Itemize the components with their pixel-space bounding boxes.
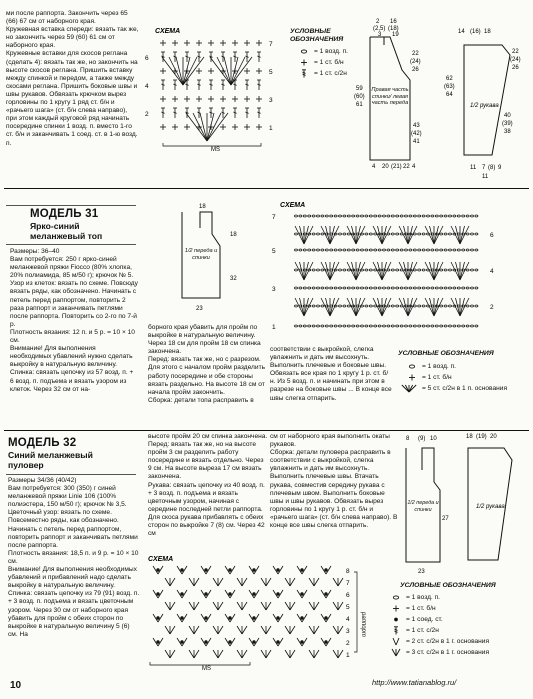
fan3-icon xyxy=(382,648,404,657)
legend-text: = 1 ст. с/2н xyxy=(406,626,439,634)
legend-row xyxy=(398,362,528,371)
row-number: 7 xyxy=(272,214,276,221)
svg-text:61: 61 xyxy=(356,102,363,108)
top-ms-label: MS xyxy=(211,147,220,153)
svg-text:19: 19 xyxy=(392,32,399,38)
svg-text:40: 40 xyxy=(504,113,511,119)
row-number: 3 xyxy=(346,628,350,635)
row-number: 6 xyxy=(346,592,350,599)
model32-col2-text: высоте пройм 20 см спинка закончена. Перед: вязать так же, но на высоте пройм 3 см разделить работу посередине и вязать отдельно. Через 9 см. На высоте выреза 17 см вязать закончена. Рукава: связать цепочку из 40 возд. п. + 3 возд. п. подъема и вязать цветочным узором, начиная с середине последней петли раппорта. Для скоса рукава прибавлять с обеих сторон по выкройке 7 (8) см. Через 42 см xyxy=(148,433,268,538)
row-number: 7 xyxy=(269,41,273,48)
legend-text: = 3 ст. с/2н в 1 г. основания xyxy=(406,648,490,656)
svg-text:14: 14 xyxy=(458,29,465,35)
sc-icon xyxy=(398,373,420,382)
svg-text:9: 9 xyxy=(498,165,502,171)
legend-row xyxy=(382,593,530,602)
model32-sleeve-label: 1/2 рукава xyxy=(476,504,505,510)
svg-text:(42): (42) xyxy=(411,131,422,137)
continuation-text: ми после раппорта. Закончить через 65 (66) 67 см от наборного края. Кружевная вставка спереди: вязать так же, но закончить через 59 (60) 61 см от наборного края. Кружевные вставки для скосов реглана (сделать 4): вязать так же, но закончить на высоте скосов реглана. Пришить вставку между спинкой и передом, а также между скосами реглана. Пришить боковые швы и швы рукавов. Обвязать крючком вырез горловины по 1 кругу 1 ряд ст. б/н и «рачьего шага» (ст. б/н слева направо), при этом каждый круговой ряд начинать посередине спинки 1 возд. п. вместо 1-го ст. б/н и заканчивать 1 соед. ст. в 1-ю возд. п. xyxy=(6,10,139,147)
model32-legend-title: УСЛОВНЫЕ ОБОЗНАЧЕНИЯ xyxy=(400,582,496,589)
model32-col3-text: см от наборного края выполнить окаты рукавов. Сборка: детали пуловера расправить в соответствии с выкройкой, слегка увлажнить и дать им высохнуть. Выполнить плечевые швы. Втачать рукава, совместив середину рукава с плечевым швом. Выполнить боковые швы и швы рукавов. Обвязать вырез горловины по 1 кругу 1 р. ст. б/н и «рачьего шага» (ст. б/н слева направо). В конце все швы слегка отпарить. xyxy=(270,433,398,530)
model32-piece-label: 1/2 переда и спинки xyxy=(407,500,439,513)
legend-text: = 1 возд. п. xyxy=(406,593,440,601)
svg-text:41: 41 xyxy=(413,139,420,145)
model31-stitch-chart xyxy=(268,198,530,340)
model31-legend xyxy=(398,350,528,395)
svg-text:(9): (9) xyxy=(418,436,426,442)
sc-icon xyxy=(382,604,404,613)
watermark-url: http://www.tatianablog.ru/ xyxy=(372,678,457,687)
model32-title: МОДЕЛЬ 32 xyxy=(8,437,77,449)
legend-text: = 1 ст. б/н xyxy=(422,373,452,381)
row-number: 3 xyxy=(272,286,276,293)
dc-icon xyxy=(382,626,404,635)
svg-text:10: 10 xyxy=(430,436,437,442)
top-stitch-chart xyxy=(143,25,283,155)
vp-icon xyxy=(382,593,404,602)
model31-text: Размеры: 36–40 Вам потребуется: 250 г ярко-синей меланжевой пряжи Fiocco (80% хлопка, 20% полиамида, 85 м/50 г); крючок № 5. Узор из клеток: вязать по схеме. Повсюду вязать ряды, как обозначено. Начинать с петель перед раппортом, повторить 2 раза раппорт и заканчивать петлями после раппорта. Повторить со 2-го по 7-й р. Плотность вязания: 12 п. и 5 р. = 10 × 10 см. Внимание! Для выполнения необходимых убавлений нужно сделать выкройку в натуральную величину. Спинка: связать цепочку из 57 возд. п. + 6 возд. п. подъема и вязать узором из клеток. Через 32 см от на- xyxy=(10,248,138,393)
svg-text:22: 22 xyxy=(403,164,410,170)
row-number: 3 xyxy=(269,97,273,104)
model31-legend-title: УСЛОВНЫЕ ОБОЗНАЧЕНИЯ xyxy=(398,350,494,357)
model31-col3-text: соответствии с выкройкой, слегка увлажнить и дать им высохнуть. Выполнить плечевые и боковые швы. Обвязать все края по 1 кругу 1 р. ст. б/н. Из 5 возд. п. и начинать при этом в разрезе на боковые швы ... В конце все швы слегка отпарить. xyxy=(270,346,392,402)
row-number: 8 xyxy=(346,568,350,575)
svg-text:(8): (8) xyxy=(488,165,496,171)
row-number: 1 xyxy=(272,324,276,331)
sc-icon xyxy=(290,58,312,67)
model31-piece xyxy=(150,198,260,318)
fan-icon xyxy=(398,384,420,393)
svg-text:22: 22 xyxy=(412,51,419,57)
legend-text: = 1 ст. б/н xyxy=(314,58,344,66)
section-divider-1 xyxy=(4,188,529,189)
legend-text: = 1 ст. с/2н xyxy=(314,69,347,77)
legend-row xyxy=(398,373,528,382)
legend-text: = 1 возд. п. xyxy=(422,362,456,370)
legend-text: = 1 возд. п. xyxy=(314,47,348,55)
svg-text:23: 23 xyxy=(418,569,425,575)
svg-text:26: 26 xyxy=(512,65,519,71)
fan2-icon xyxy=(382,637,404,646)
top-body-piece xyxy=(340,15,430,175)
svg-text:2: 2 xyxy=(376,19,380,25)
svg-text:18: 18 xyxy=(199,204,206,210)
svg-text:43: 43 xyxy=(413,123,420,129)
legend-text: = 2 ст. с/2н в 1 г. основания xyxy=(406,637,490,645)
body-piece-label: Правая часть спинки/ левая часть переда xyxy=(371,87,409,106)
model32-schema-label: СХЕМА xyxy=(148,556,174,563)
svg-text:MS: MS xyxy=(202,666,211,672)
svg-text:(39): (39) xyxy=(502,121,513,127)
svg-text:(24): (24) xyxy=(510,57,521,63)
top-legend-title: УСЛОВНЫЕ ОБОЗНАЧЕНИЯ xyxy=(290,28,344,43)
ss-icon xyxy=(382,615,404,624)
svg-text:(63): (63) xyxy=(444,84,455,90)
top-sleeve-piece xyxy=(442,25,530,180)
row-number: 5 xyxy=(346,604,350,611)
legend-row xyxy=(382,637,530,646)
svg-text:62: 62 xyxy=(446,76,453,82)
svg-text:(24): (24) xyxy=(410,59,421,65)
model32-text: Размеры 34/36 (40/42) Вам потребуется: 300 (350) г синей меланжевой пряжи Linie 106 (100% полиэстера, 150 м/50 г); крючок № 3,5. Цветочный узор: вязать по схеме. Повсеместно ряды, как обозначено. Начинать с петель перед раппортом, повторить раппорт и заканчивать петлями после раппорта. Плотность вязания: 18,5 п. и 9 р. = 10 × 10 см. Внимание! Для выполнения необходимых убавлений и прибавлений надо сделать выкройку в натуральную величину. Спинка: связать цепочку из 79 (91) возд. п. + 3 возд. п. подъема и вязать цветочным узором. Через 30 см от наборного края убавить для пройм с обеих сторон по выкройке в натуральную величину 5 (6) см. На xyxy=(8,477,140,638)
row-number: 2 xyxy=(490,304,494,311)
page-number: 10 xyxy=(10,680,22,691)
model31-piece-label: 1/2 переда и спинки xyxy=(184,248,218,261)
vp-icon xyxy=(290,47,312,56)
row-number: 2 xyxy=(346,640,350,647)
model31-title: МОДЕЛЬ 31 xyxy=(30,208,99,220)
svg-text:26: 26 xyxy=(412,67,419,73)
legend-text: = 1 ст. б/н xyxy=(406,604,436,612)
row-number: 1 xyxy=(269,125,273,132)
svg-text:4: 4 xyxy=(372,164,376,170)
svg-text:27: 27 xyxy=(442,516,449,522)
sleeve-piece-label: 1/2 рукава xyxy=(470,103,499,109)
model31-schema-label: СХЕМА xyxy=(280,202,306,209)
svg-text:59: 59 xyxy=(356,86,363,92)
svg-text:(16): (16) xyxy=(470,29,481,35)
row-number: 5 xyxy=(272,248,276,255)
svg-text:8: 8 xyxy=(406,436,410,442)
svg-text:18: 18 xyxy=(230,232,237,238)
svg-text:4: 4 xyxy=(412,164,416,170)
model32-sleeve-piece xyxy=(458,430,530,580)
svg-text:(60): (60) xyxy=(354,94,365,100)
legend-text: = 1 соед. ст. xyxy=(406,615,443,623)
svg-text:38: 38 xyxy=(504,129,511,135)
row-number: 5 xyxy=(269,69,273,76)
legend-row xyxy=(382,648,530,657)
row-number: 4 xyxy=(346,616,350,623)
row-number: 6 xyxy=(490,232,494,239)
svg-text:7: 7 xyxy=(482,165,486,171)
row-number: 1 xyxy=(346,652,350,659)
svg-text:(2,5): (2,5) xyxy=(373,26,386,32)
legend-row xyxy=(382,604,530,613)
row-number: 4 xyxy=(145,83,149,90)
legend-text: = 5 ст. с/2н в 1 п. основания xyxy=(422,384,508,392)
svg-text:(18): (18) xyxy=(388,26,399,32)
dc2-icon xyxy=(290,69,312,78)
row-number: 6 xyxy=(145,55,149,62)
svg-text:22: 22 xyxy=(512,49,519,55)
svg-text:3: 3 xyxy=(378,32,382,38)
model32-subtitle: Синий меланжевый пуловер xyxy=(8,450,93,470)
svg-text:11: 11 xyxy=(470,165,477,171)
svg-text:18: 18 xyxy=(466,434,473,440)
model32-legend xyxy=(382,582,530,659)
model31-col2-text: борного края убавить для пройм по выкройке в натуральную величину. Через 18 см для пройм 18 см спинка закончена. Перед: вязать так же, но с разрезом. Для этого с началом пройм разделить работу посередине и обе стороны вязать раздельно. На высоте 18 см от начала пройм закончить. Сборка: детали топа расправить в xyxy=(148,324,266,404)
vp-icon xyxy=(398,362,420,371)
row-number: 7 xyxy=(346,580,350,587)
model32-body-piece xyxy=(398,430,458,580)
legend-row xyxy=(398,384,528,393)
legend-row xyxy=(382,626,530,635)
top-schema-label: СХЕМА xyxy=(155,28,181,35)
svg-text:(21): (21) xyxy=(391,164,402,170)
model31-subtitle: Ярко-синий меланжевый топ xyxy=(30,221,103,241)
svg-text:20: 20 xyxy=(382,164,389,170)
model32-stitch-chart xyxy=(140,552,380,674)
svg-text:32: 32 xyxy=(230,276,237,282)
row-number: 4 xyxy=(490,268,494,275)
svg-text:11: 11 xyxy=(482,174,489,180)
svg-text:23: 23 xyxy=(196,306,203,312)
svg-text:18: 18 xyxy=(484,29,491,35)
svg-text:(19): (19) xyxy=(476,434,487,440)
row-number: 2 xyxy=(145,111,149,118)
legend-row xyxy=(382,615,530,624)
rapport-label: раппорт xyxy=(360,612,366,637)
svg-text:20: 20 xyxy=(490,434,497,440)
svg-text:64: 64 xyxy=(446,92,453,98)
svg-text:16: 16 xyxy=(390,19,397,25)
